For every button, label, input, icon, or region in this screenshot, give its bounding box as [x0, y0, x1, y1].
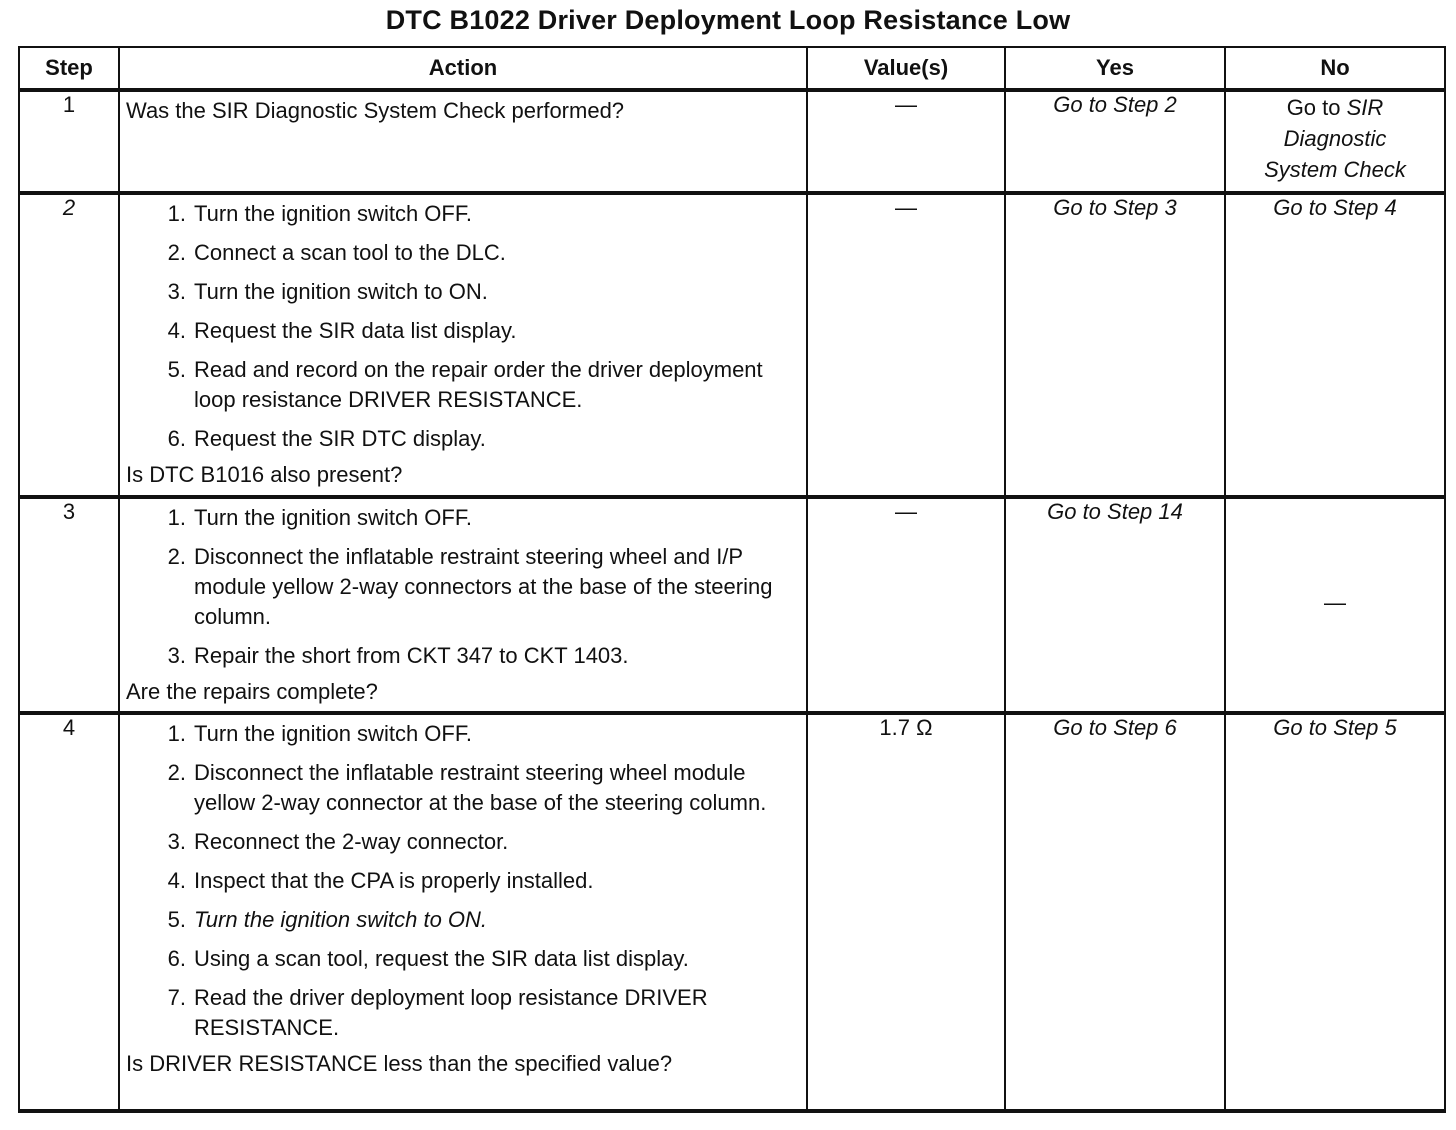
page-title: DTC B1022 Driver Deployment Loop Resistance Low	[385, 5, 1071, 35]
list-item: 7. Read the driver deployment loop resistance DRIVER RESISTANCE.	[167, 985, 708, 1040]
header-yes: Yes	[1005, 47, 1225, 90]
no-cell	[1225, 90, 1445, 193]
table-row	[19, 193, 1445, 497]
step-number: 3	[19, 497, 119, 713]
action-list	[126, 503, 798, 671]
action-question: Was the SIR Diagnostic System Check performed?	[126, 98, 625, 123]
action-cell	[119, 713, 807, 1111]
list-item: 1. Turn the ignition switch OFF.	[167, 505, 472, 530]
header-action: Action	[119, 47, 807, 90]
action-cell	[119, 90, 807, 193]
table-row	[19, 713, 1445, 1111]
action-question: Is DRIVER RESISTANCE less than the specified value?	[126, 1051, 673, 1076]
yes-cell: Go to Step 3	[1005, 193, 1225, 497]
value-cell: —	[807, 90, 1005, 193]
yes-cell: Go to Step 14	[1005, 497, 1225, 713]
step-number: 2	[19, 193, 119, 497]
step-number: 4	[19, 713, 119, 1111]
list-item: 6. Using a scan tool, request the SIR data list display.	[167, 946, 689, 971]
no-link-line3: System Check	[1264, 157, 1406, 182]
value-cell: —	[807, 497, 1005, 713]
no-link-line2: Diagnostic	[1283, 126, 1387, 151]
list-item: 5. Turn the ignition switch to ON.	[167, 907, 488, 932]
list-item: 4. Request the SIR data list display.	[167, 318, 517, 343]
step-number: 1	[19, 90, 119, 193]
list-item: 6. Request the SIR DTC display.	[167, 426, 486, 451]
list-item: 1. Turn the ignition switch OFF.	[167, 721, 472, 746]
action-question: Is DTC B1016 also present?	[126, 462, 403, 487]
action-cell	[119, 497, 807, 713]
no-prefix: Go to	[1286, 95, 1341, 120]
yes-cell: Go to Step 2	[1005, 90, 1225, 193]
list-item: 3. Reconnect the 2-way connector.	[167, 829, 509, 854]
action-question: Are the repairs complete?	[126, 679, 378, 704]
list-item: 5. Read and record on the repair order the driver deployment loop resistance DRIVER RESISTANCE.	[167, 357, 763, 412]
table-row	[19, 90, 1445, 193]
action-cell	[119, 193, 807, 497]
value-cell: —	[807, 193, 1005, 497]
list-item: 4. Inspect that the CPA is properly installed.	[167, 868, 594, 893]
diagnostic-table	[18, 46, 1446, 1113]
header-step: Step	[19, 47, 119, 90]
action-list	[126, 719, 798, 1043]
list-item: 2. Disconnect the inflatable restraint steering wheel module yellow 2-way connector at the base of the steering column.	[167, 760, 767, 815]
list-item: 3. Turn the ignition switch to ON.	[167, 279, 488, 304]
no-link-sir: SIR	[1346, 95, 1384, 120]
action-list	[126, 199, 798, 454]
header-values: Value(s)	[807, 47, 1005, 90]
no-cell: Go to Step 4	[1225, 193, 1445, 497]
list-item: 3. Repair the short from CKT 347 to CKT 1403.	[167, 643, 629, 668]
header-row	[19, 47, 1445, 90]
table-row	[19, 497, 1445, 713]
header-no: No	[1225, 47, 1445, 90]
list-item: 2. Connect a scan tool to the DLC.	[167, 240, 506, 265]
yes-cell: Go to Step 6	[1005, 713, 1225, 1111]
list-item: 1. Turn the ignition switch OFF.	[167, 201, 472, 226]
no-cell: —	[1225, 497, 1445, 713]
no-cell: Go to Step 5	[1225, 713, 1445, 1111]
list-item: 2. Disconnect the inflatable restraint steering wheel and I/P module yellow 2-way connectors at the base of the steering column.	[167, 544, 773, 629]
value-cell: 1.7 Ω	[807, 713, 1005, 1111]
